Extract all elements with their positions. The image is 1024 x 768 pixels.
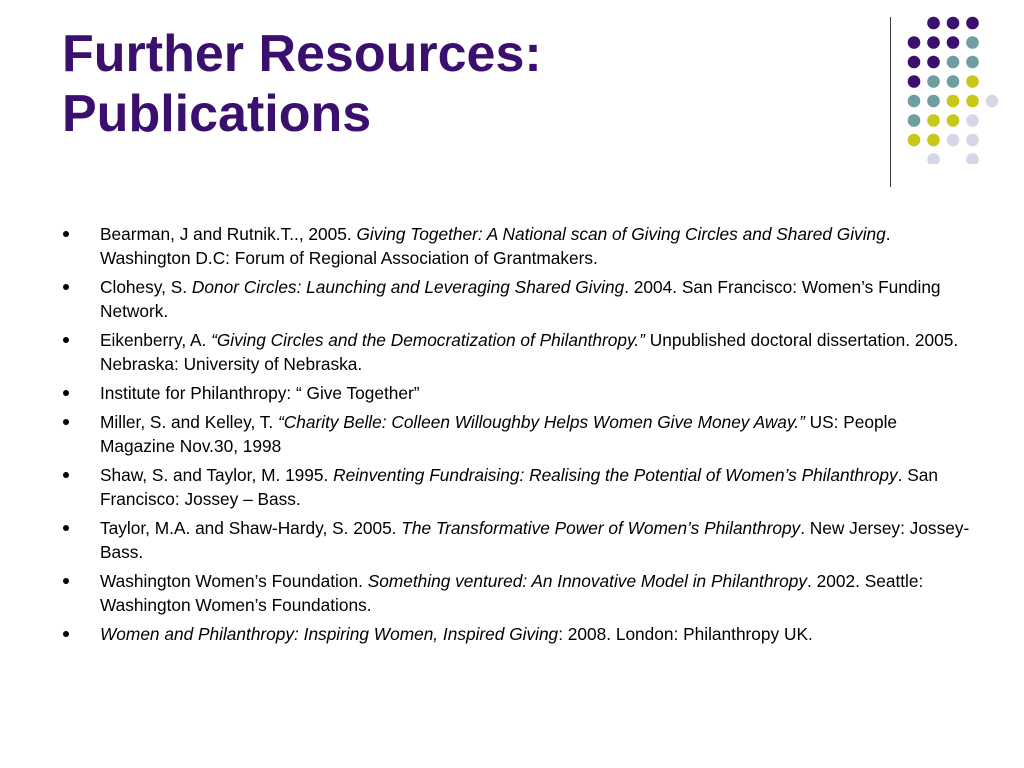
reference-7-publisher: . New Jersey: Jossey-Bass.	[100, 518, 970, 562]
decorative-dot	[908, 56, 921, 69]
decorative-dot	[908, 36, 921, 49]
decorative-dot	[927, 114, 940, 127]
reference-6-text: Shaw, S. and Taylor, M. 1995.	[100, 465, 334, 485]
decorative-dot	[908, 114, 921, 127]
decorative-dot	[966, 75, 979, 88]
reference-7-text: Taylor, M.A. and Shaw-Hardy, S. 2005.	[100, 518, 402, 538]
decorative-dot	[966, 153, 979, 164]
dot-grid-graphic	[905, 14, 1005, 164]
decorative-dot	[927, 153, 940, 164]
bullet-icon	[63, 472, 69, 478]
reference-9-publisher: : 2008. London: Philanthropy UK.	[558, 624, 813, 644]
reference-9-title: Women and Philanthropy: Inspiring Women, Inspired Giving	[100, 624, 559, 644]
reference-1-publisher: . Washington D.C: Forum of Regional Association of Grantmakers.	[100, 224, 891, 268]
bullet-icon	[63, 284, 69, 290]
reference-item-4	[63, 381, 973, 405]
reference-1-title: Giving Together: A National scan of Giving Circles and Shared Giving	[356, 224, 886, 244]
reference-list	[63, 222, 973, 651]
bullet-icon	[63, 631, 69, 637]
reference-item-3	[63, 328, 973, 376]
slide-title-line-1: Further Resources:	[62, 25, 542, 83]
decorative-dot	[947, 134, 960, 147]
reference-item-2	[63, 275, 973, 323]
reference-5-publisher: US: People Magazine Nov.30, 1998	[100, 412, 898, 456]
bullet-icon	[63, 390, 69, 396]
decorative-dot	[966, 114, 979, 127]
reference-2-text: Clohesy, S.	[100, 277, 192, 297]
decorative-dot	[947, 36, 960, 49]
decorative-dot	[908, 75, 921, 88]
decorative-dot	[927, 134, 940, 147]
reference-5-text: Miller, S. and Kelley, T.	[100, 412, 279, 432]
decorative-dot	[927, 95, 940, 108]
reference-1-text: Bearman, J and Rutnik.T.., 2005.	[100, 224, 357, 244]
decorative-dot	[927, 56, 940, 69]
decorative-dot	[947, 17, 960, 30]
decorative-dot	[947, 95, 960, 108]
bullet-icon	[63, 337, 69, 343]
decorative-dot	[927, 75, 940, 88]
reference-5-title: “Charity Belle: Colleen Willoughby Helps Women Give Money Away.”	[278, 412, 805, 432]
reference-6-title: Reinventing Fundraising: Realising the Potential of Women’s Philanthropy	[333, 465, 898, 485]
decorative-dot	[927, 17, 940, 30]
reference-7-title: The Transformative Power of Women’s Philanthropy	[401, 518, 801, 538]
decorative-dot	[947, 56, 960, 69]
reference-2-title: Donor Circles: Launching and Leveraging Shared Giving	[191, 277, 625, 297]
vertical-divider	[890, 17, 891, 187]
decorative-dot	[986, 95, 999, 108]
decorative-dot	[966, 56, 979, 69]
decorative-dot-grid	[905, 14, 1005, 164]
reference-3-publisher: Unpublished doctoral dissertation. 2005. Nebraska: University of Nebraska.	[100, 330, 959, 374]
bullet-icon	[63, 578, 69, 584]
reference-8-text: Washington Women’s Foundation.	[100, 571, 368, 591]
decorative-dot	[908, 134, 921, 147]
reference-8-title: Something ventured: An Innovative Model in Philanthropy	[367, 571, 808, 591]
slide-title	[62, 24, 542, 144]
decorative-dot	[966, 17, 979, 30]
reference-item-9	[63, 622, 973, 646]
reference-4-text: Institute for Philanthropy: “ Give Together”	[100, 383, 420, 403]
decorative-dot	[908, 95, 921, 108]
reference-item-5	[63, 410, 973, 458]
decorative-dot	[966, 36, 979, 49]
reference-item-6	[63, 463, 973, 511]
bullet-icon	[63, 525, 69, 531]
bullet-icon	[63, 419, 69, 425]
decorative-dot	[947, 75, 960, 88]
decorative-dot	[947, 114, 960, 127]
reference-8-publisher: . 2002. Seattle: Washington Women’s Foundations.	[100, 571, 924, 615]
decorative-dot	[966, 95, 979, 108]
reference-2-publisher: . 2004. San Francisco: Women’s Funding Network.	[100, 277, 941, 321]
decorative-dot	[966, 134, 979, 147]
slide-title-line-2: Publications	[62, 85, 372, 143]
reference-6-publisher: . San Francisco: Jossey – Bass.	[100, 465, 939, 509]
reference-item-1	[63, 222, 973, 270]
reference-item-7	[63, 516, 973, 564]
bullet-icon	[63, 231, 69, 237]
reference-3-title: “Giving Circles and the Democratization of Philanthropy.”	[211, 330, 645, 350]
reference-3-text: Eikenberry, A.	[100, 330, 212, 350]
reference-item-8	[63, 569, 973, 617]
decorative-dot	[927, 36, 940, 49]
